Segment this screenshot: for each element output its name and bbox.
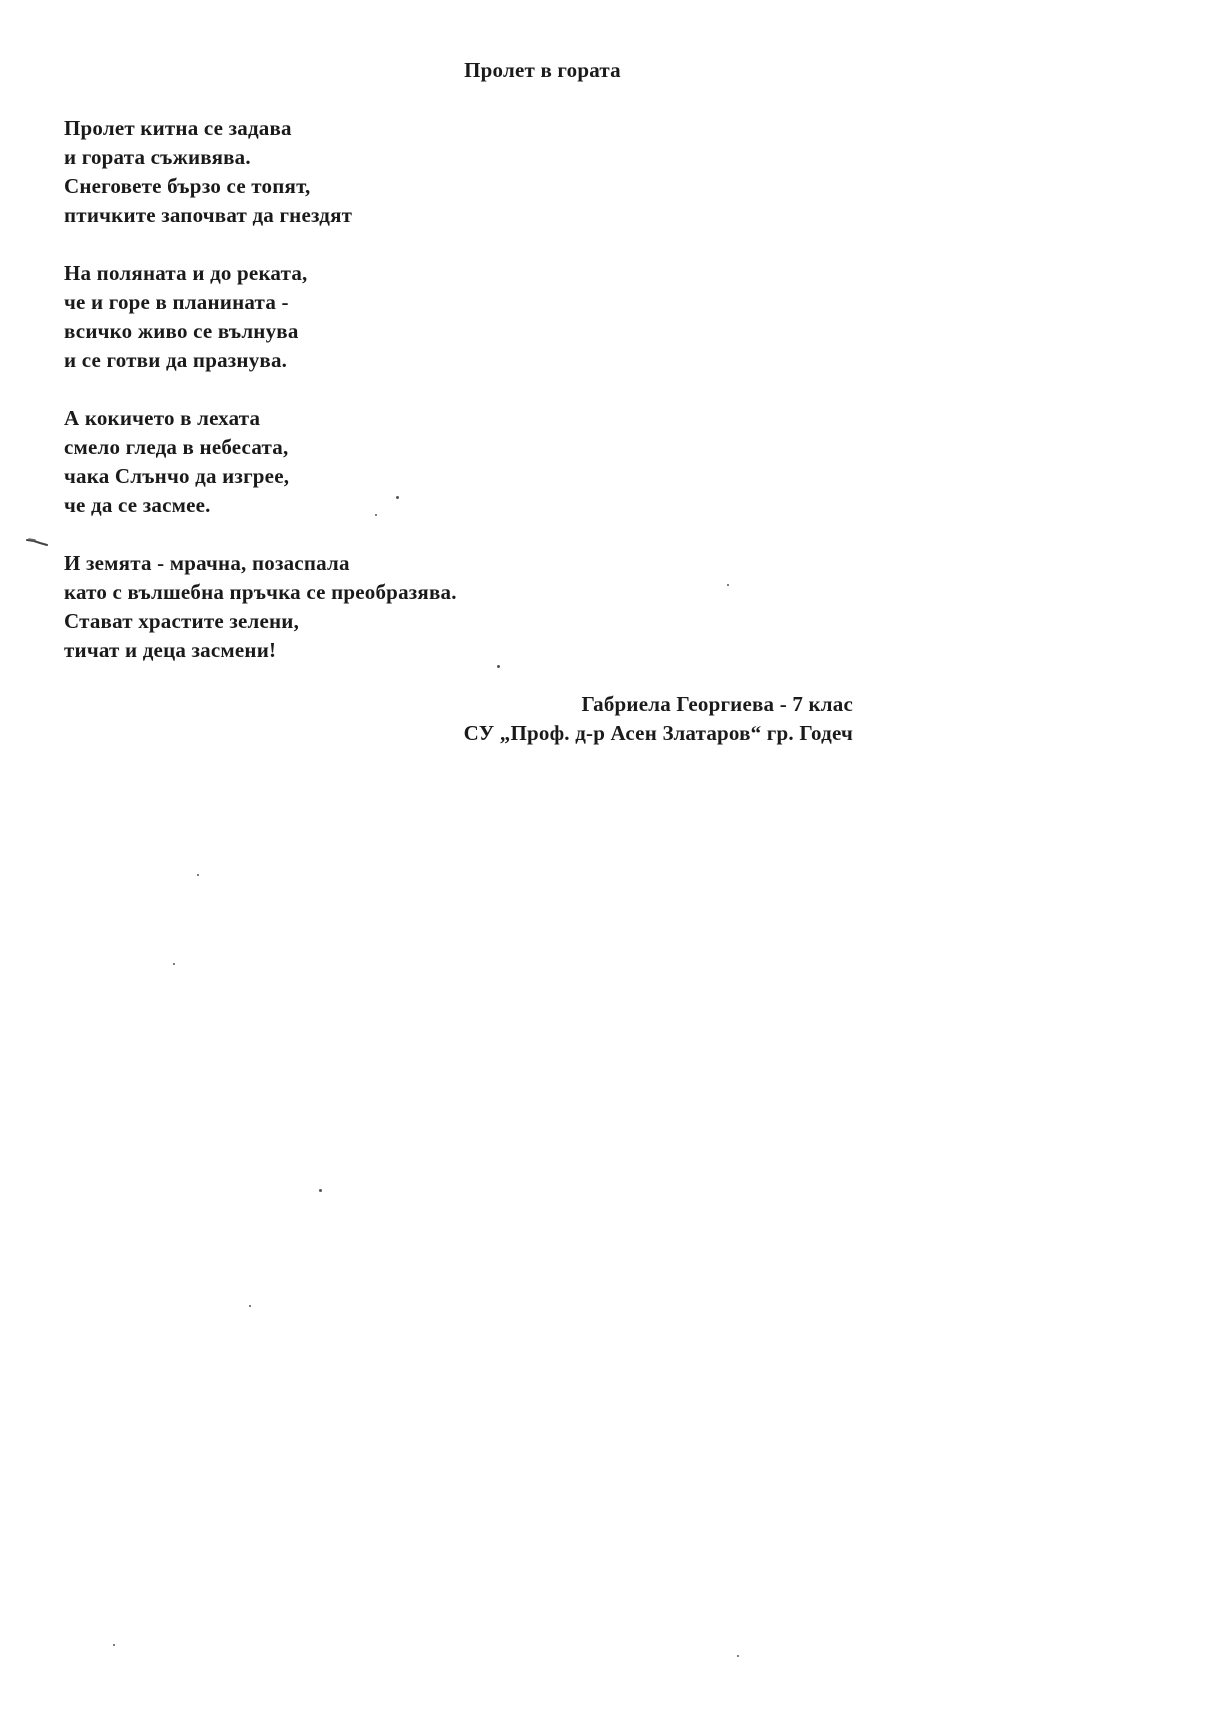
- poem-line: Пролет китна се задава: [64, 116, 292, 140]
- scan-speck: [727, 584, 729, 586]
- scan-speck: [173, 963, 175, 965]
- poem-line: И земята - мрачна, позаспала: [64, 551, 350, 575]
- scan-speck: [197, 874, 199, 876]
- stanza-1: [64, 114, 457, 230]
- scan-speck: [113, 1644, 115, 1646]
- signature-block: [464, 690, 853, 748]
- poem-title: Пролет в гората: [464, 58, 621, 82]
- poem-line: А кокичето в лехата: [64, 406, 261, 430]
- poem-line: чака Слънчо да изгрее,: [64, 464, 290, 488]
- scan-speck: [249, 1305, 251, 1307]
- poem-line: тичат и деца засмени!: [64, 638, 277, 662]
- poem-line: Стават храстите зелени,: [64, 609, 300, 633]
- scan-smudge-mark: [26, 538, 48, 546]
- poem-line: птичките започват да гнездят: [64, 203, 353, 227]
- scan-speck: [396, 496, 399, 499]
- stanza-4: [64, 549, 457, 665]
- poem-line: смело гледа в небесата,: [64, 435, 289, 459]
- stanza-2: [64, 259, 457, 375]
- poem-line: и гората съживява.: [64, 145, 251, 169]
- scan-speck: [737, 1655, 739, 1657]
- scan-speck: [319, 1189, 322, 1192]
- school-line: СУ „Проф. д-р Асен Златаров“ гр. Годеч: [463, 721, 853, 745]
- poem-line: Снеговете бързо се топят,: [64, 174, 311, 198]
- poem-line: и се готви да празнува.: [64, 348, 288, 372]
- poem-line: че да се засмее.: [64, 493, 211, 517]
- stanza-3: [64, 404, 457, 520]
- scan-speck: [497, 665, 500, 668]
- scan-speck: [375, 514, 377, 516]
- poem-line: На поляната и до реката,: [64, 261, 308, 285]
- poem-line: като с вълшебна пръчка се преобразява.: [64, 580, 457, 604]
- poem-line: че и горе в планината -: [64, 290, 289, 314]
- poem-body: [64, 114, 457, 694]
- poem-line: всичко живо се вълнува: [64, 319, 299, 343]
- author-line: Габриела Георгиева - 7 клас: [581, 692, 853, 716]
